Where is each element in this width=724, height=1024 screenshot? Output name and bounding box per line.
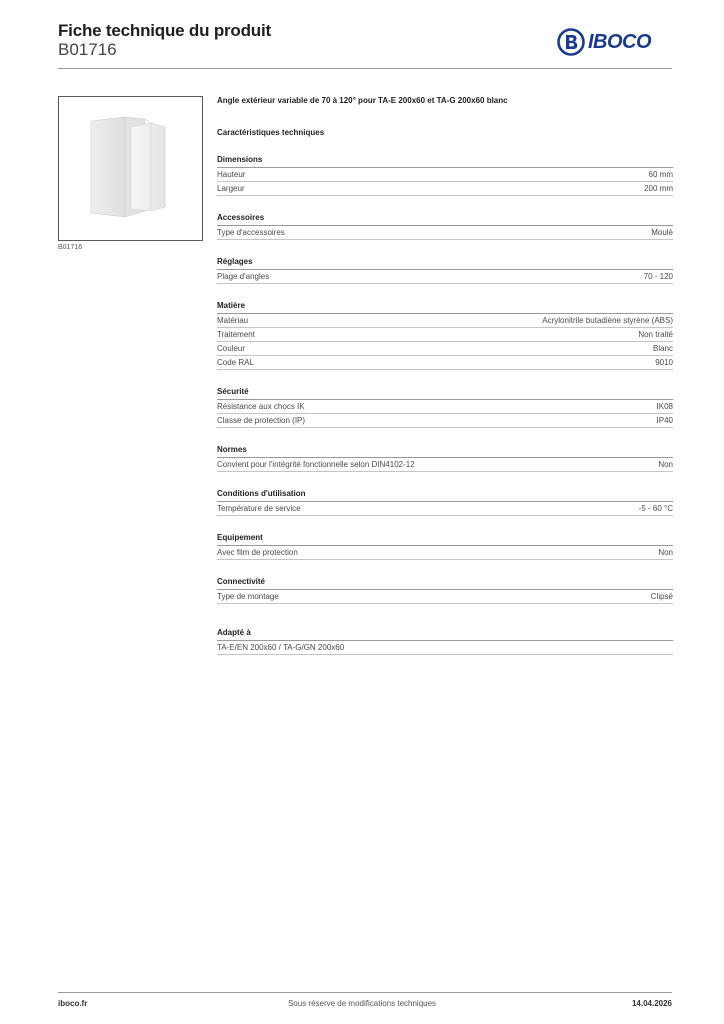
spec-group: [217, 257, 673, 284]
spec-group-heading: Conditions d'utilisation: [217, 489, 673, 502]
spec-group-heading: Dimensions: [217, 155, 673, 168]
spec-value: Non: [658, 548, 673, 557]
spec-label: Matériau: [217, 316, 249, 325]
spec-row: [217, 182, 673, 196]
footer-disclaimer: Sous réserve de modifications techniques: [287, 999, 437, 1008]
spec-value: Blanc: [652, 344, 673, 353]
spec-group: [217, 155, 673, 196]
footer-date: 14.04.2026: [631, 999, 672, 1008]
spec-row: [217, 342, 673, 356]
spec-label: Hauteur: [217, 170, 246, 179]
spec-value: Acrylonitrile butadiène styrène (ABS): [542, 316, 673, 325]
spec-value: Non: [658, 460, 673, 469]
spec-group-heading: Sécurité: [217, 387, 673, 400]
spec-group: [217, 387, 673, 428]
iboco-logo-icon: [557, 28, 585, 56]
spec-label: Traitement: [217, 330, 255, 339]
spec-label: Classe de protection (IP): [217, 416, 306, 425]
spec-group: [217, 445, 673, 472]
spec-value: 200 mm: [644, 184, 673, 193]
adapted-section: [217, 628, 673, 655]
spec-row: [217, 546, 673, 560]
spec-value: Non traité: [638, 330, 673, 339]
spec-groups: [217, 155, 673, 604]
logo-text: IBOCO: [588, 30, 652, 53]
spec-row: [217, 226, 673, 240]
spec-label: Plage d'angles: [217, 272, 270, 281]
spec-group: [217, 301, 673, 370]
spec-value: IK08: [656, 402, 673, 411]
spec-label: Résistance aux chocs IK: [217, 402, 305, 411]
product-angle-image: [59, 97, 202, 240]
spec-title: Caractéristiques techniques: [217, 128, 325, 137]
spec-row: [217, 414, 673, 428]
adapted-value: TA-E/EN 200x60 / TA-G/GN 200x60: [217, 643, 345, 652]
spec-label: Température de service: [217, 504, 301, 513]
page-title: Fiche technique du produit: [58, 21, 271, 40]
spec-label: Avec film de protection: [217, 548, 298, 557]
spec-row: [217, 502, 673, 516]
adapted-row: [217, 641, 673, 655]
product-code: B01716: [58, 40, 117, 59]
spec-row: [217, 400, 673, 414]
spec-value: 60 mm: [648, 170, 673, 179]
image-caption: B01716: [58, 244, 83, 251]
spec-value: IP40: [656, 416, 673, 425]
spec-value: -5 - 60 °C: [638, 504, 673, 513]
spec-row: [217, 590, 673, 604]
spec-value: 9010: [655, 358, 673, 367]
spec-group-heading: Réglages: [217, 257, 673, 270]
product-description: Angle extérieur variable de 70 à 120° pour TA-E 200x60 et TA-G 200x60 blanc: [217, 96, 508, 105]
footer-website[interactable]: iboco.fr: [58, 999, 88, 1008]
spec-row: [217, 270, 673, 284]
spec-group: [217, 213, 673, 240]
spec-group-heading: Normes: [217, 445, 673, 458]
spec-group: [217, 533, 673, 560]
spec-group-heading: Matière: [217, 301, 673, 314]
spec-label: Type d'accessoires: [217, 228, 285, 237]
spec-group-heading: Connectivité: [217, 577, 673, 590]
product-image: [58, 96, 203, 241]
spec-label: Couleur: [217, 344, 246, 353]
spec-row: [217, 168, 673, 182]
spec-value: Clipsé: [650, 592, 673, 601]
spec-row: [217, 458, 673, 472]
spec-label: Type de montage: [217, 592, 279, 601]
spec-group: [217, 577, 673, 604]
header-divider: [58, 68, 672, 69]
spec-row: [217, 328, 673, 342]
spec-label: Code RAL: [217, 358, 254, 367]
adapted-heading: Adapté à: [217, 628, 673, 641]
spec-row: [217, 314, 673, 328]
spec-section: [217, 96, 673, 655]
footer-divider: [58, 992, 672, 993]
spec-row: [217, 356, 673, 370]
spec-group-heading: Accessoires: [217, 213, 673, 226]
spec-label: Convient pour l'intégrité fonctionnelle selon DIN4102-12: [217, 460, 415, 469]
spec-value: 70 - 120: [643, 272, 673, 281]
brand-logo: [557, 28, 651, 56]
spec-group: [217, 489, 673, 516]
spec-label: Largeur: [217, 184, 245, 193]
spec-value: Moulé: [651, 228, 673, 237]
spec-group-heading: Equipement: [217, 533, 673, 546]
